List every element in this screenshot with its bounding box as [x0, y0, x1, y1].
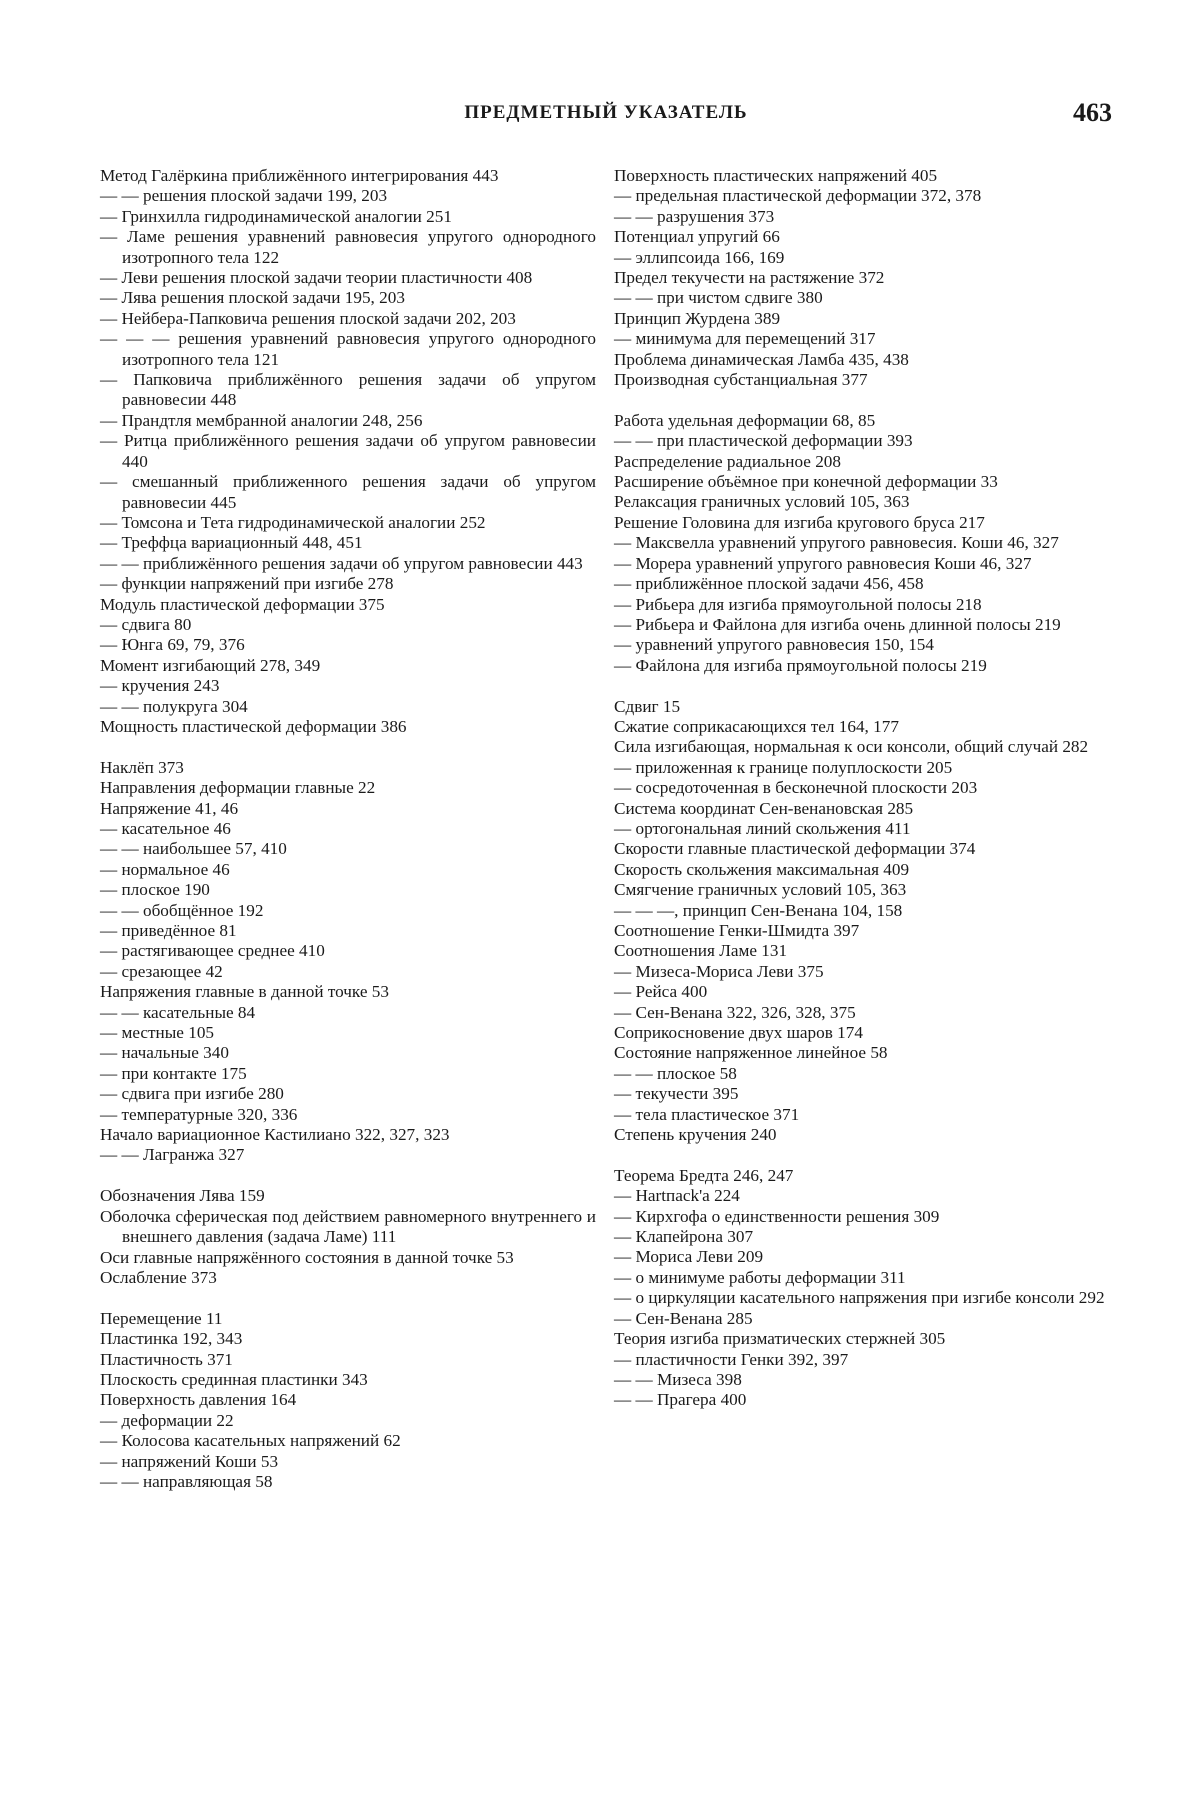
index-entry: — начальные 340 [100, 1043, 229, 1063]
index-entry: — — при пластической деформации 393 [614, 431, 913, 451]
index-entry: — температурные 320, 336 [100, 1104, 298, 1124]
index-entry: — Юнга 69, 79, 376 [100, 635, 245, 655]
index-entry: Решение Головина для изгиба кругового бруса 217 [614, 512, 985, 532]
index-column-left [100, 166, 596, 1492]
index-entry: — Максвелла уравнений упругого равновесия. Коши 46, 327 [614, 533, 1059, 553]
index-entry: — сдвига при изгибе 280 [100, 1084, 284, 1104]
index-entry: — пластичности Генки 392, 397 [614, 1349, 849, 1369]
index-entry: Теорема Бредта 246, 247 [614, 1165, 794, 1185]
index-entry: Предел текучести на растяжение 372 [614, 268, 885, 288]
index-entry: Ослабление 373 [100, 1267, 217, 1287]
index-entry: — предельная пластической деформации 372, 378 [614, 186, 982, 206]
index-entry: — Леви решения плоской задачи теории пластичности 408 [100, 268, 533, 288]
index-entry: Релаксация граничных условий 105, 363 [614, 492, 910, 512]
index-entry: — приложенная к границе полуплоскости 205 [614, 757, 953, 777]
index-entry: Проблема динамическая Ламба 435, 438 [614, 349, 909, 369]
index-entry: — — разрушения 373 [614, 206, 775, 226]
index-entry: Степень кручения 240 [614, 1125, 777, 1145]
index-entry: Смягчение граничных условий 105, 363 [614, 880, 907, 900]
index-entry: — минимума для перемещений 317 [614, 329, 876, 349]
index-entry: Соотношение Генки-Шмидта 397 [614, 921, 860, 940]
index-entry: — — Лагранжа 327 [100, 1145, 245, 1165]
index-entry: — растягивающее среднее 410 [100, 941, 325, 961]
index-entry: — при контакте 175 [100, 1063, 247, 1083]
index-entry: Теория изгиба призматических стержней 305 [614, 1329, 946, 1349]
index-entry: — касательное 46 [100, 818, 231, 838]
page-number: 463 [1073, 98, 1112, 127]
index-entry: Пластичность 371 [100, 1349, 233, 1369]
index-entry: Скорость скольжения максимальная 409 [614, 859, 910, 879]
index-entry: — Ламе решения уравнений равновесия упругого однородного изотропного тела 122 [100, 227, 596, 267]
index-entry: — срезающее 42 [100, 961, 223, 981]
index-entry: Пластинка 192, 343 [100, 1329, 243, 1349]
index-entry: — — обобщённое 192 [100, 900, 264, 920]
index-entry: — тела пластическое 371 [614, 1104, 800, 1124]
index-entry: Модуль пластической деформации 375 [100, 594, 385, 614]
index-entry: Обозначения Лява 159 [100, 1186, 265, 1206]
index-entry: Распределение радиальное 208 [614, 451, 841, 471]
index-entry: Соотношения Ламе 131 [614, 941, 788, 961]
index-entry: — нормальное 46 [100, 859, 230, 879]
index-entry: Оболочка сферическая под действием равномерного внутреннего и внешнего давления (задача Ламе) 111 [100, 1206, 596, 1247]
index-entry: — Рейса 400 [614, 982, 708, 1002]
index-entry: — Колосова касательных напряжений 62 [100, 1431, 401, 1451]
running-title: ПРЕДМЕТНЫЙ УКАЗАТЕЛЬ [464, 102, 748, 123]
index-entry: Мощность пластической деформации 386 [100, 716, 407, 736]
index-entry: — приведённое 81 [100, 921, 237, 941]
index-entry: — сосредоточенная в бесконечной плоскости 203 [614, 778, 978, 798]
index-entry: — Сен-Венана 285 [614, 1308, 753, 1328]
index-entry: — — решения плоской задачи 199, 203 [100, 186, 388, 206]
section-gap [100, 1166, 596, 1186]
index-entry: Поверхность давления 164 [100, 1390, 297, 1410]
index-entry: Момент изгибающий 278, 349 [100, 655, 321, 675]
index-entry: — — приближённого решения задачи об упругом равновесии 443 [100, 553, 583, 573]
index-entry: — — наибольшее 57, 410 [100, 839, 287, 859]
index-entry: Перемещение 11 [100, 1308, 223, 1328]
index-entry: — напряжений Коши 53 [100, 1451, 279, 1471]
index-entry: — Клапейрона 307 [614, 1227, 754, 1247]
index-entry: — Морера уравнений упругого равновесия Коши 46, 327 [614, 553, 1032, 573]
index-entry: — — касательные 84 [100, 1002, 256, 1022]
index-entry: Система координат Сен-венановская 285 [614, 798, 914, 818]
index-entry: — приближённое плоской задачи 456, 458 [614, 574, 924, 594]
index-entry: — функции напряжений при изгибе 278 [100, 574, 394, 594]
section-gap [100, 1288, 596, 1308]
index-entry: — — Прагера 400 [614, 1390, 747, 1410]
section-gap [100, 737, 596, 757]
index-entry: Скорости главные пластической деформации 374 [614, 839, 976, 859]
index-entry: — — плоское 58 [614, 1063, 737, 1083]
index-entry: — — при чистом сдвиге 380 [614, 288, 823, 308]
index-entry: Напряжение 41, 46 [100, 798, 239, 818]
index-entry: Состояние напряженное линейное 58 [614, 1043, 888, 1063]
index-entry: — Рибьера для изгиба прямоугольной полосы 218 [614, 594, 982, 614]
index-entry: — Ритца приближённого решения задачи об упругом равновесии 440 [100, 431, 596, 471]
index-entry: — Папковича приближённого решения задачи об упругом равновесии 448 [100, 370, 596, 410]
index-entry: — местные 105 [100, 1023, 215, 1043]
index-column-right [614, 166, 1110, 1411]
index-entry: — о минимуме работы деформации 311 [614, 1267, 906, 1287]
index-entry: — Нейбера-Папковича решения плоской задачи 202, 203 [100, 308, 516, 328]
index-entry: Расширение объёмное при конечной деформации 33 [614, 472, 998, 492]
index-entry: — — —, принцип Сен-Венана 104, 158 [614, 900, 903, 920]
index-entry: Производная субстанциальная 377 [614, 370, 868, 390]
index-entry: — Кирхгофа о единственности решения 309 [614, 1206, 940, 1226]
index-entry: Работа удельная деформации 68, 85 [614, 410, 876, 430]
section-gap [614, 676, 1110, 696]
index-entry: Метод Галёркина приближённого интегрирования 443 [100, 166, 499, 185]
index-entry: Соприкосновение двух шаров 174 [614, 1023, 863, 1043]
index-entry: — Томсона и Тета гидродинамической аналогии 252 [100, 512, 486, 532]
index-entry: Сила изгибающая, нормальная к оси консоли, общий случай 282 [614, 737, 1089, 757]
index-entry: — текучести 395 [614, 1084, 739, 1104]
index-entry: — плоское 190 [100, 880, 210, 900]
section-gap [614, 390, 1110, 410]
index-entry: — — направляющая 58 [100, 1471, 273, 1491]
index-entry: — Треффца вариационный 448, 451 [100, 533, 363, 553]
index-entry: — эллипсоида 166, 169 [614, 247, 785, 267]
index-entry: — Файлона для изгиба прямоугольной полосы 219 [614, 655, 987, 675]
index-entry: — Рибьера и Файлона для изгиба очень длинной полосы 219 [614, 614, 1061, 634]
index-entry: — о циркуляции касательного напряжения при изгибе консоли 292 [614, 1288, 1105, 1308]
index-entry: — Мизеса-Мориса Леви 375 [614, 961, 824, 981]
index-entry: — Прандтля мембранной аналогии 248, 256 [100, 410, 423, 430]
index-entry: Поверхность пластических напряжений 405 [614, 166, 938, 185]
index-entry: — кручения 243 [100, 676, 220, 696]
index-entry: — Мориса Леви 209 [614, 1247, 764, 1267]
index-entry: — сдвига 80 [100, 614, 192, 634]
index-entry: Принцип Журдена 389 [614, 308, 781, 328]
index-entry: — Сен-Венана 322, 326, 328, 375 [614, 1002, 856, 1022]
index-entry: Сдвиг 15 [614, 696, 681, 716]
index-entry: Напряжения главные в данной точке 53 [100, 982, 389, 1002]
index-entry: Наклёп 373 [100, 757, 184, 777]
index-entry: — Hartпack'a 224 [614, 1186, 740, 1206]
index-entry: — ортогональная линий скольжения 411 [614, 818, 911, 838]
index-entry: — — полукруга 304 [100, 696, 248, 716]
index-entry: Оси главные напряжённого состояния в данной точке 53 [100, 1247, 514, 1267]
page-header [100, 98, 1112, 138]
index-entry: — — — решения уравнений равновесия упругого однородного изотропного тела 121 [100, 329, 596, 369]
index-entry: — Гринхилла гидродинамической аналогии 251 [100, 206, 452, 226]
index-entry: Потенциал упругий 66 [614, 227, 780, 247]
index-entry: Начало вариационное Кастилиано 322, 327, 323 [100, 1125, 450, 1145]
index-entry: — — Мизеса 398 [614, 1369, 742, 1389]
section-gap [614, 1145, 1110, 1165]
index-entry: Сжатие соприкасающихся тел 164, 177 [614, 716, 899, 736]
index-entry: Направления деформации главные 22 [100, 778, 376, 798]
index-entry: — уравнений упругого равновесия 150, 154 [614, 635, 934, 655]
index-entry: — смешанный приближенного решения задачи об упругом равновесии 445 [100, 472, 596, 512]
index-entry: — деформации 22 [100, 1410, 234, 1430]
index-entry: Плоскость срединная пластинки 343 [100, 1369, 368, 1389]
index-entry: — Лява решения плоской задачи 195, 203 [100, 288, 405, 308]
